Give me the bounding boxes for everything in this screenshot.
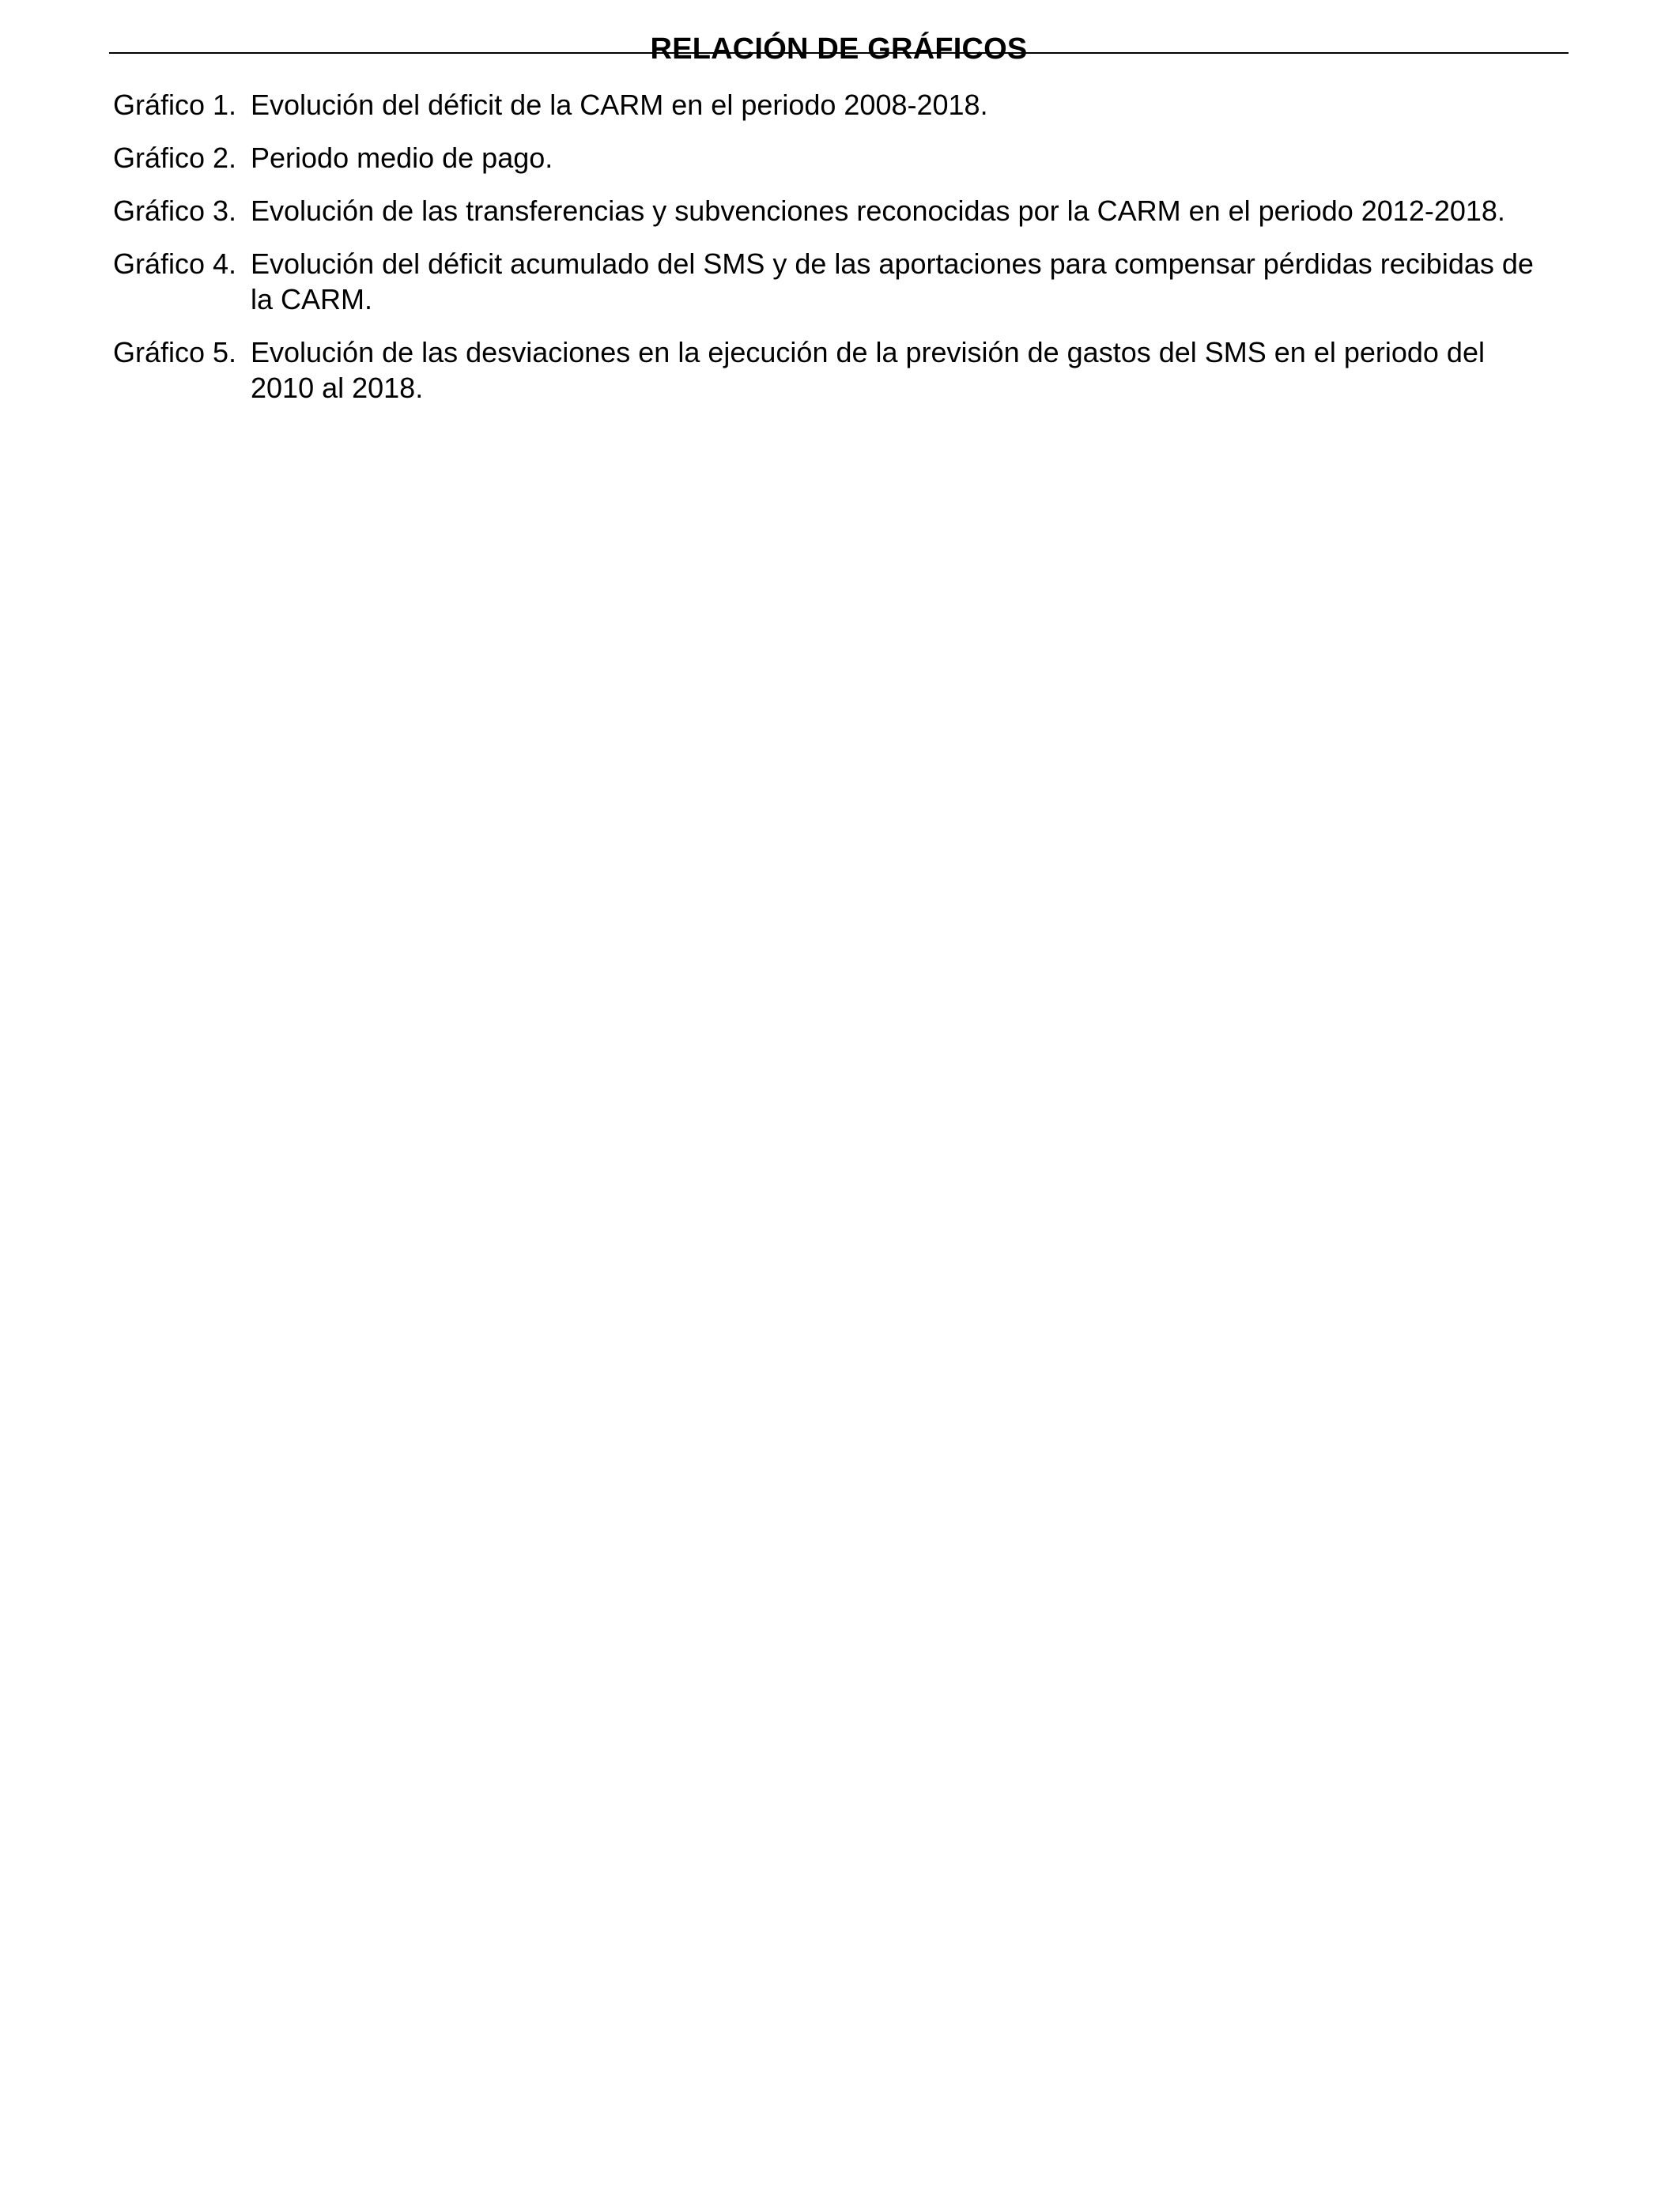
title-divider (109, 52, 1569, 54)
figure-caption: Evolución del déficit acumulado del SMS y de las aportaciones para compensar pérdidas recibidas de la CARM. (251, 247, 1534, 315)
figure-entry-5[interactable] (113, 334, 1536, 406)
figure-number: Gráfico 5. (113, 336, 237, 368)
figure-caption: Evolución del déficit de la CARM en el periodo 2008-2018. (251, 89, 988, 121)
figure-entry-4[interactable] (113, 246, 1536, 317)
figure-number: Gráfico 2. (113, 142, 237, 174)
figure-number: Gráfico 1. (113, 89, 237, 121)
figure-entry-3[interactable] (113, 193, 1536, 228)
page-title: RELACIÓN DE GRÁFICOS (650, 32, 1028, 66)
figure-caption: Evolución de las transferencias y subvenciones reconocidas por la CARM en el periodo 2012-2018. (251, 194, 1505, 227)
figure-caption: Evolución de las desviaciones en la ejecución de la previsión de gastos del SMS en el periodo del 2010 al 2018. (251, 336, 1485, 404)
figure-list (113, 87, 1536, 423)
figure-number: Gráfico 4. (113, 247, 237, 280)
figure-caption: Periodo medio de pago. (251, 142, 553, 174)
figure-entry-2[interactable] (113, 140, 1536, 176)
figure-number: Gráfico 3. (113, 194, 237, 227)
figure-entry-1[interactable] (113, 87, 1536, 123)
